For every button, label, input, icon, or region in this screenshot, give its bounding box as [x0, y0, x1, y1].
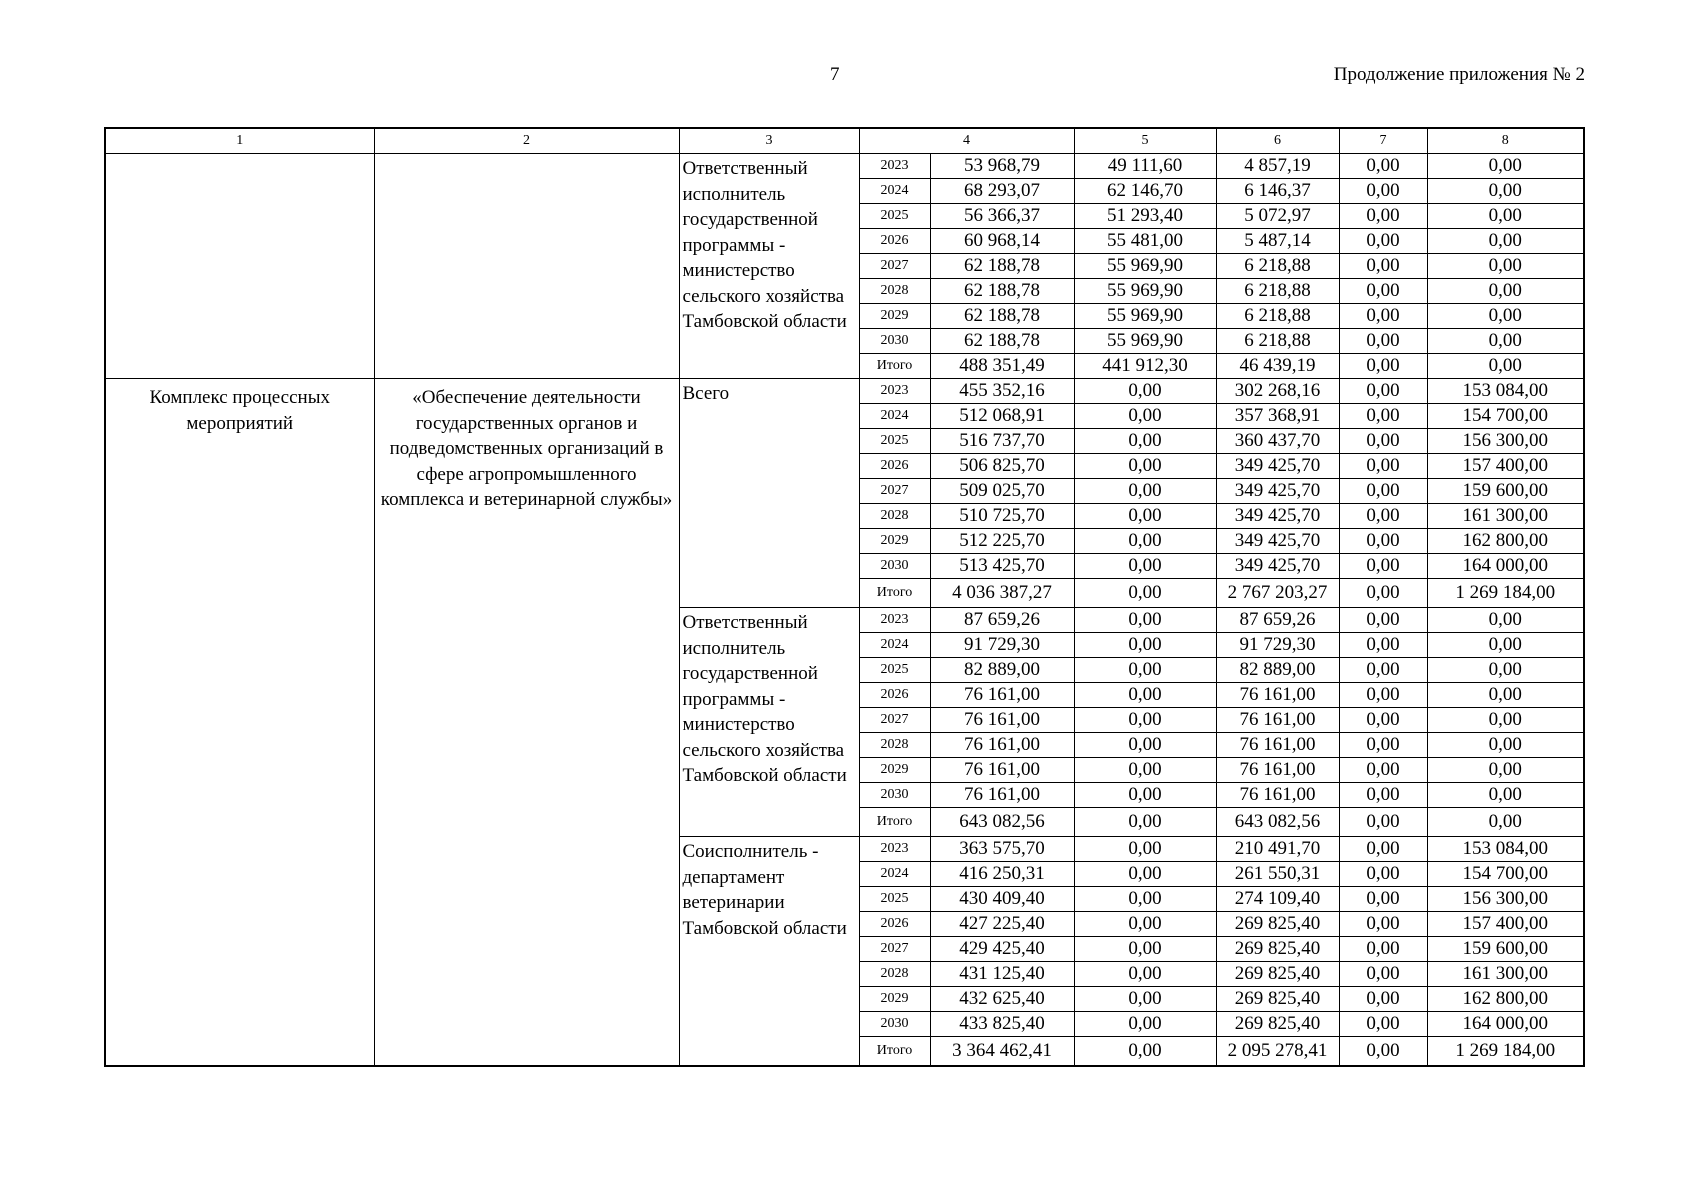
column-header: 2	[374, 128, 679, 154]
value-cell: 0,00	[1074, 404, 1216, 429]
value-cell: 76 161,00	[1216, 708, 1339, 733]
value-cell: 430 409,40	[930, 887, 1074, 912]
value-cell: 0,00	[1339, 658, 1427, 683]
value-cell: 0,00	[1427, 683, 1584, 708]
value-cell: 0,00	[1339, 808, 1427, 837]
value-cell: 153 084,00	[1427, 837, 1584, 862]
value-cell: 0,00	[1427, 808, 1584, 837]
value-cell: 0,00	[1074, 608, 1216, 633]
value-cell: 0,00	[1427, 708, 1584, 733]
year-cell: 2029	[859, 987, 930, 1012]
value-cell: 62 188,78	[930, 279, 1074, 304]
value-cell: 349 425,70	[1216, 454, 1339, 479]
value-cell: 162 800,00	[1427, 529, 1584, 554]
value-cell: 0,00	[1339, 579, 1427, 608]
value-cell: 506 825,70	[930, 454, 1074, 479]
column-header: 1	[105, 128, 374, 154]
value-cell: 153 084,00	[1427, 379, 1584, 404]
value-cell: 349 425,70	[1216, 529, 1339, 554]
year-cell: 2027	[859, 254, 930, 279]
value-cell: 0,00	[1339, 887, 1427, 912]
value-cell: 0,00	[1427, 204, 1584, 229]
year-cell: 2027	[859, 937, 930, 962]
year-cell: 2028	[859, 504, 930, 529]
value-cell: 0,00	[1074, 862, 1216, 887]
executor-cell: Ответственный исполнитель государственной программы - министерство сельского хозяйства Тамбовской области	[679, 608, 859, 837]
value-cell: 0,00	[1339, 479, 1427, 504]
year-cell: 2024	[859, 862, 930, 887]
value-cell: 302 268,16	[1216, 379, 1339, 404]
executor-cell: Соисполнитель - департамент ветеринарии Тамбовской области	[679, 837, 859, 1067]
value-cell: 157 400,00	[1427, 454, 1584, 479]
value-cell: 76 161,00	[930, 733, 1074, 758]
column-header: 4	[859, 128, 1074, 154]
year-cell: Итого	[859, 1037, 930, 1067]
value-cell: 0,00	[1074, 987, 1216, 1012]
value-cell: 76 161,00	[1216, 733, 1339, 758]
table-body	[105, 154, 1584, 1067]
year-cell: 2030	[859, 329, 930, 354]
value-cell: 0,00	[1427, 254, 1584, 279]
value-cell: 0,00	[1339, 229, 1427, 254]
value-cell: 91 729,30	[930, 633, 1074, 658]
value-cell: 4 036 387,27	[930, 579, 1074, 608]
value-cell: 0,00	[1339, 429, 1427, 454]
activity-name-cell: «Обеспечение деятельности государственных органов и подведомственных организаций в сфере агропромышленного комплекса и ветеринарной службы»	[374, 379, 679, 1067]
value-cell: 0,00	[1074, 1037, 1216, 1067]
value-cell: 156 300,00	[1427, 429, 1584, 454]
activity-type-cell: Комплекс процессных мероприятий	[105, 379, 374, 1067]
value-cell: 0,00	[1339, 708, 1427, 733]
table-row	[105, 379, 1584, 404]
value-cell: 6 218,88	[1216, 329, 1339, 354]
year-cell: 2029	[859, 529, 930, 554]
value-cell: 416 250,31	[930, 862, 1074, 887]
year-cell: 2028	[859, 733, 930, 758]
year-cell: 2023	[859, 837, 930, 862]
value-cell: 0,00	[1074, 783, 1216, 808]
value-cell: 49 111,60	[1074, 154, 1216, 179]
value-cell: 0,00	[1074, 658, 1216, 683]
value-cell: 269 825,40	[1216, 987, 1339, 1012]
value-cell: 0,00	[1427, 608, 1584, 633]
value-cell: 161 300,00	[1427, 962, 1584, 987]
value-cell: 5 072,97	[1216, 204, 1339, 229]
value-cell: 3 364 462,41	[930, 1037, 1074, 1067]
appendix-note: Продолжение приложения № 2	[1333, 64, 1585, 85]
value-cell: 349 425,70	[1216, 479, 1339, 504]
value-cell: 55 969,90	[1074, 279, 1216, 304]
value-cell: 0,00	[1427, 733, 1584, 758]
column-header: 6	[1216, 128, 1339, 154]
value-cell: 510 725,70	[930, 504, 1074, 529]
value-cell: 56 366,37	[930, 204, 1074, 229]
value-cell: 76 161,00	[1216, 783, 1339, 808]
value-cell: 0,00	[1427, 783, 1584, 808]
value-cell: 427 225,40	[930, 912, 1074, 937]
value-cell: 210 491,70	[1216, 837, 1339, 862]
value-cell: 0,00	[1427, 354, 1584, 379]
column-header: 7	[1339, 128, 1427, 154]
year-cell: 2028	[859, 962, 930, 987]
year-cell: 2026	[859, 912, 930, 937]
year-cell: 2030	[859, 783, 930, 808]
value-cell: 0,00	[1074, 579, 1216, 608]
value-cell: 0,00	[1074, 912, 1216, 937]
value-cell: 0,00	[1339, 504, 1427, 529]
value-cell: 53 968,79	[930, 154, 1074, 179]
value-cell: 0,00	[1339, 379, 1427, 404]
value-cell: 0,00	[1339, 1037, 1427, 1067]
year-cell: 2029	[859, 304, 930, 329]
value-cell: 62 188,78	[930, 329, 1074, 354]
value-cell: 51 293,40	[1074, 204, 1216, 229]
column-header: 3	[679, 128, 859, 154]
value-cell: 509 025,70	[930, 479, 1074, 504]
value-cell: 164 000,00	[1427, 1012, 1584, 1037]
value-cell: 0,00	[1339, 354, 1427, 379]
budget-table	[104, 127, 1585, 1067]
value-cell: 0,00	[1074, 887, 1216, 912]
value-cell: 363 575,70	[930, 837, 1074, 862]
value-cell: 0,00	[1339, 633, 1427, 658]
value-cell: 0,00	[1427, 279, 1584, 304]
value-cell: 0,00	[1427, 758, 1584, 783]
value-cell: 513 425,70	[930, 554, 1074, 579]
value-cell: 0,00	[1339, 783, 1427, 808]
value-cell: 431 125,40	[930, 962, 1074, 987]
value-cell: 0,00	[1339, 987, 1427, 1012]
value-cell: 432 625,40	[930, 987, 1074, 1012]
value-cell: 91 729,30	[1216, 633, 1339, 658]
value-cell: 2 095 278,41	[1216, 1037, 1339, 1067]
value-cell: 0,00	[1339, 758, 1427, 783]
value-cell: 157 400,00	[1427, 912, 1584, 937]
value-cell: 6 218,88	[1216, 279, 1339, 304]
value-cell: 76 161,00	[930, 758, 1074, 783]
header-row	[105, 128, 1584, 154]
value-cell: 0,00	[1074, 633, 1216, 658]
value-cell: 159 600,00	[1427, 937, 1584, 962]
value-cell: 269 825,40	[1216, 1012, 1339, 1037]
value-cell: 76 161,00	[1216, 683, 1339, 708]
value-cell: 0,00	[1339, 329, 1427, 354]
year-cell: 2024	[859, 404, 930, 429]
value-cell: 76 161,00	[1216, 758, 1339, 783]
value-cell: 0,00	[1074, 708, 1216, 733]
executor-cell: Всего	[679, 379, 859, 608]
column-header: 8	[1427, 128, 1584, 154]
value-cell: 87 659,26	[930, 608, 1074, 633]
value-cell: 68 293,07	[930, 179, 1074, 204]
value-cell: 60 968,14	[930, 229, 1074, 254]
column-header: 5	[1074, 128, 1216, 154]
value-cell: 0,00	[1074, 837, 1216, 862]
value-cell: 643 082,56	[1216, 808, 1339, 837]
value-cell: 0,00	[1074, 1012, 1216, 1037]
year-cell: 2030	[859, 1012, 930, 1037]
table-row	[105, 154, 1584, 179]
value-cell: 0,00	[1074, 808, 1216, 837]
year-cell: 2026	[859, 683, 930, 708]
value-cell: 349 425,70	[1216, 554, 1339, 579]
year-cell: 2027	[859, 708, 930, 733]
value-cell: 516 737,70	[930, 429, 1074, 454]
value-cell: 5 487,14	[1216, 229, 1339, 254]
empty-cell	[105, 154, 374, 379]
year-cell: 2028	[859, 279, 930, 304]
value-cell: 55 969,90	[1074, 254, 1216, 279]
value-cell: 0,00	[1427, 229, 1584, 254]
value-cell: 0,00	[1074, 733, 1216, 758]
value-cell: 261 550,31	[1216, 862, 1339, 887]
executor-cell: Ответственный исполнитель государственной программы - министерство сельского хозяйства Тамбовской области	[679, 154, 859, 379]
value-cell: 512 225,70	[930, 529, 1074, 554]
value-cell: 269 825,40	[1216, 962, 1339, 987]
value-cell: 0,00	[1339, 862, 1427, 887]
value-cell: 455 352,16	[930, 379, 1074, 404]
year-cell: 2030	[859, 554, 930, 579]
value-cell: 1 269 184,00	[1427, 1037, 1584, 1067]
value-cell: 0,00	[1339, 837, 1427, 862]
value-cell: 0,00	[1339, 304, 1427, 329]
value-cell: 0,00	[1339, 912, 1427, 937]
value-cell: 6 218,88	[1216, 254, 1339, 279]
value-cell: 0,00	[1427, 179, 1584, 204]
year-cell: Итого	[859, 579, 930, 608]
year-cell: 2025	[859, 887, 930, 912]
value-cell: 269 825,40	[1216, 937, 1339, 962]
empty-cell	[374, 154, 679, 379]
value-cell: 55 969,90	[1074, 329, 1216, 354]
value-cell: 0,00	[1074, 683, 1216, 708]
value-cell: 0,00	[1074, 962, 1216, 987]
value-cell: 0,00	[1074, 758, 1216, 783]
value-cell: 0,00	[1339, 154, 1427, 179]
value-cell: 154 700,00	[1427, 404, 1584, 429]
value-cell: 0,00	[1339, 937, 1427, 962]
value-cell: 0,00	[1427, 658, 1584, 683]
year-cell: 2023	[859, 608, 930, 633]
value-cell: 55 969,90	[1074, 304, 1216, 329]
value-cell: 62 188,78	[930, 304, 1074, 329]
value-cell: 269 825,40	[1216, 912, 1339, 937]
value-cell: 643 082,56	[930, 808, 1074, 837]
value-cell: 357 368,91	[1216, 404, 1339, 429]
year-cell: 2026	[859, 229, 930, 254]
page-number: 7	[830, 64, 840, 85]
value-cell: 4 857,19	[1216, 154, 1339, 179]
value-cell: 488 351,49	[930, 354, 1074, 379]
value-cell: 0,00	[1339, 608, 1427, 633]
year-cell: 2023	[859, 379, 930, 404]
value-cell: 429 425,40	[930, 937, 1074, 962]
value-cell: 0,00	[1427, 329, 1584, 354]
value-cell: 0,00	[1074, 504, 1216, 529]
year-cell: 2024	[859, 179, 930, 204]
value-cell: 274 109,40	[1216, 887, 1339, 912]
value-cell: 82 889,00	[1216, 658, 1339, 683]
year-cell: Итого	[859, 354, 930, 379]
value-cell: 154 700,00	[1427, 862, 1584, 887]
value-cell: 0,00	[1339, 454, 1427, 479]
value-cell: 360 437,70	[1216, 429, 1339, 454]
value-cell: 0,00	[1339, 529, 1427, 554]
value-cell: 0,00	[1339, 554, 1427, 579]
value-cell: 0,00	[1074, 379, 1216, 404]
value-cell: 76 161,00	[930, 783, 1074, 808]
value-cell: 82 889,00	[930, 658, 1074, 683]
value-cell: 0,00	[1339, 254, 1427, 279]
value-cell: 0,00	[1074, 554, 1216, 579]
value-cell: 0,00	[1339, 279, 1427, 304]
value-cell: 55 481,00	[1074, 229, 1216, 254]
year-cell: 2025	[859, 429, 930, 454]
value-cell: 0,00	[1339, 204, 1427, 229]
year-cell: 2025	[859, 204, 930, 229]
value-cell: 433 825,40	[930, 1012, 1074, 1037]
value-cell: 161 300,00	[1427, 504, 1584, 529]
value-cell: 76 161,00	[930, 708, 1074, 733]
value-cell: 0,00	[1339, 404, 1427, 429]
value-cell: 0,00	[1074, 454, 1216, 479]
value-cell: 441 912,30	[1074, 354, 1216, 379]
value-cell: 0,00	[1339, 1012, 1427, 1037]
value-cell: 46 439,19	[1216, 354, 1339, 379]
value-cell: 0,00	[1339, 962, 1427, 987]
year-cell: Итого	[859, 808, 930, 837]
value-cell: 0,00	[1339, 179, 1427, 204]
value-cell: 349 425,70	[1216, 504, 1339, 529]
value-cell: 0,00	[1074, 429, 1216, 454]
value-cell: 164 000,00	[1427, 554, 1584, 579]
year-cell: 2025	[859, 658, 930, 683]
value-cell: 0,00	[1074, 937, 1216, 962]
value-cell: 0,00	[1427, 633, 1584, 658]
year-cell: 2023	[859, 154, 930, 179]
year-cell: 2024	[859, 633, 930, 658]
value-cell: 0,00	[1339, 683, 1427, 708]
value-cell: 162 800,00	[1427, 987, 1584, 1012]
value-cell: 0,00	[1074, 479, 1216, 504]
value-cell: 62 146,70	[1074, 179, 1216, 204]
value-cell: 6 218,88	[1216, 304, 1339, 329]
value-cell: 62 188,78	[930, 254, 1074, 279]
value-cell: 6 146,37	[1216, 179, 1339, 204]
year-cell: 2029	[859, 758, 930, 783]
value-cell: 156 300,00	[1427, 887, 1584, 912]
year-cell: 2026	[859, 454, 930, 479]
value-cell: 2 767 203,27	[1216, 579, 1339, 608]
value-cell: 0,00	[1339, 733, 1427, 758]
value-cell: 512 068,91	[930, 404, 1074, 429]
year-cell: 2027	[859, 479, 930, 504]
value-cell: 76 161,00	[930, 683, 1074, 708]
value-cell: 87 659,26	[1216, 608, 1339, 633]
value-cell: 159 600,00	[1427, 479, 1584, 504]
value-cell: 0,00	[1074, 529, 1216, 554]
value-cell: 1 269 184,00	[1427, 579, 1584, 608]
value-cell: 0,00	[1427, 304, 1584, 329]
value-cell: 0,00	[1427, 154, 1584, 179]
